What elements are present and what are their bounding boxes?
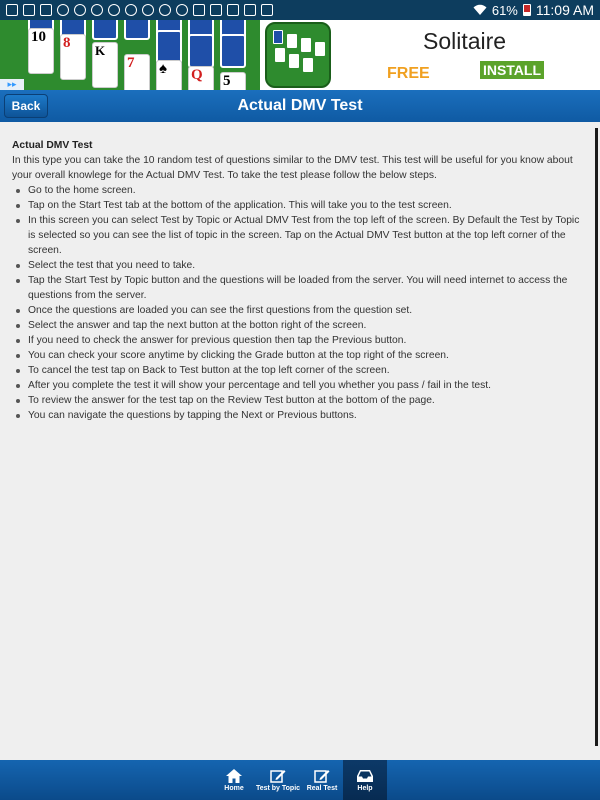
list-item: Tap on the Start Test tab at the bottom of the application. This will take you to the test screen. <box>12 198 588 213</box>
adchoices-icon[interactable]: ▸▸ <box>0 79 24 90</box>
list-item: If you need to check the answer for previous question then tap the Previous button. <box>12 333 588 348</box>
ad-solitaire-image[interactable] <box>0 20 260 90</box>
chrome-notification-icon <box>108 4 120 16</box>
card-queen-diamonds: Q <box>188 66 214 90</box>
list-item: Select the test that you need to take. <box>12 258 588 273</box>
page-title: Actual DMV Test <box>237 97 363 114</box>
list-item: After you complete the test it will show your percentage and tell you whether you pass / fail in the test. <box>12 378 588 393</box>
list-item: Tap the Start Test by Topic button and the questions will be loaded from the server. You will need internet to access the questions from the server. <box>12 273 588 303</box>
chrome-notification-icon <box>91 4 103 16</box>
image-notification-icon <box>6 4 18 16</box>
home-icon <box>226 769 242 783</box>
edit-icon <box>270 769 286 783</box>
list-item: In this screen you can select Test by Topic or Actual DMV Test from the top left of the screen. By Default the Test by Topic is selected so you can see the list of topic in the screen. Tap on the Actual DMV Test button at the top left corner of the screen. <box>12 213 588 258</box>
list-item: To review the answer for the test tap on the Review Test button at the bottom of the page. <box>12 393 588 408</box>
edit-icon <box>314 769 330 783</box>
chrome-notification-icon <box>142 4 154 16</box>
clock: 11:09 AM <box>535 2 594 18</box>
youtube-notification-icon <box>227 4 239 16</box>
calendar-notification-icon <box>40 4 52 16</box>
back-button[interactable]: Back <box>4 94 48 118</box>
ad-banner[interactable] <box>0 20 600 90</box>
status-bar <box>0 0 600 20</box>
card-spades <box>156 60 182 90</box>
youtube-notification-icon <box>193 4 205 16</box>
card-back <box>220 34 246 68</box>
tab-label: Help <box>357 784 373 792</box>
list-item: Select the answer and tap the next button at the botton right of the screen. <box>12 318 588 333</box>
card-seven-hearts: 7 <box>124 54 150 90</box>
solitaire-app-icon[interactable] <box>265 22 331 88</box>
section-heading: Actual DMV Test <box>12 140 93 151</box>
tab-label: Home <box>224 784 244 792</box>
inbox-icon <box>357 769 373 783</box>
card-back <box>124 20 150 40</box>
card-ten-clubs: 10 <box>28 28 54 74</box>
list-item: You can check your score anytime by clicking the Grade button at the top right of the screen. <box>12 348 588 363</box>
wifi-icon <box>473 4 487 16</box>
ad-app-name[interactable]: Solitaire <box>423 28 507 54</box>
list-item: You can navigate the questions by tapping the Next or Previous buttons. <box>12 408 588 423</box>
tab-real-test[interactable] <box>301 760 343 800</box>
tab-test-by-topic[interactable] <box>255 760 301 800</box>
gallery-notification-icon <box>23 4 35 16</box>
scrollbar[interactable] <box>595 128 598 746</box>
list-item: To cancel the test tap on Back to Test button at the top left corner of the screen. <box>12 363 588 378</box>
card-king-spades: K <box>92 42 118 88</box>
navigation-bar <box>0 90 600 122</box>
chrome-notification-icon <box>176 4 188 16</box>
chrome-notification-icon <box>57 4 69 16</box>
help-content[interactable] <box>0 126 600 760</box>
card-back <box>156 30 182 64</box>
tab-label: Test by Topic <box>255 784 301 792</box>
ad-free-label: FREE <box>387 65 430 82</box>
chrome-notification-icon <box>125 4 137 16</box>
youtube-notification-icon <box>261 4 273 16</box>
tab-help[interactable] <box>343 760 387 800</box>
steps-list <box>12 183 588 423</box>
battery-icon <box>523 4 531 16</box>
status-right <box>473 2 594 18</box>
card-back <box>188 34 214 68</box>
chrome-notification-icon <box>159 4 171 16</box>
ad-install-button[interactable]: INSTALL <box>480 61 544 79</box>
list-item: Go to the home screen. <box>12 183 588 198</box>
list-item: Once the questions are loaded you can see the first questions from the question set. <box>12 303 588 318</box>
bottom-tab-bar <box>0 760 600 800</box>
spade-icon: ♠ <box>159 61 167 77</box>
intro-paragraph: In this type you can take the 10 random test of questions similar to the DMV test. This test will be useful for you know about your overall knowlege for the Actual DMV Test. To take the test please follow the below steps. <box>12 155 573 181</box>
card-back <box>92 20 118 40</box>
chrome-notification-icon <box>74 4 86 16</box>
tab-home[interactable] <box>213 760 255 800</box>
tab-label: Real Test <box>306 784 338 792</box>
youtube-notification-icon <box>210 4 222 16</box>
notification-icons <box>6 4 273 16</box>
youtube-notification-icon <box>244 4 256 16</box>
battery-percent: 61% <box>491 2 518 18</box>
card-eight-diamonds: 8 <box>60 34 86 80</box>
card-five-spades: 5 <box>220 72 246 90</box>
